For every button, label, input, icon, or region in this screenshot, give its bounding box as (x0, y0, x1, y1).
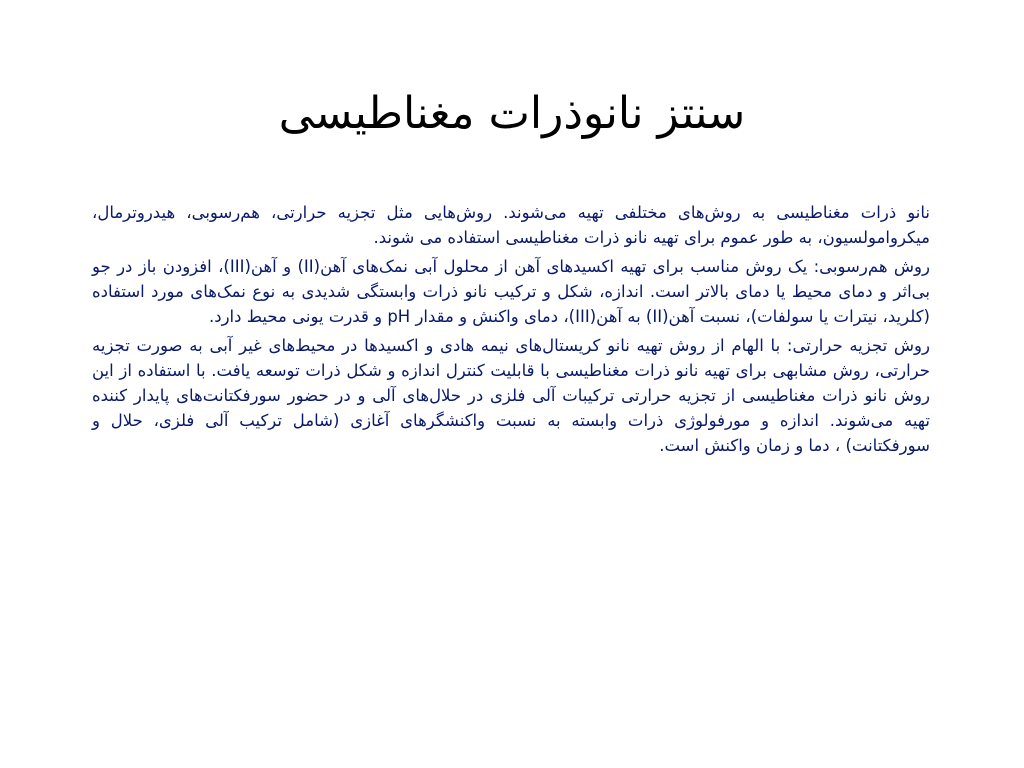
paragraph-intro: نانو ذرات مغناطیسی به روش‌های مختلفی تهیه می‌شوند. روش‌هایی مثل تجزیه حرارتی، هم‌رسوبی، هیدروترمال، میکروامولسیون، به طور عموم برای تهیه نانو ذرات مغناطیسی استفاده می شوند. (92, 203, 930, 247)
paragraph-thermal-decomposition: روش تجزیه حرارتی: با الهام از روش تهیه نانو کریستال‌های نیمه هادی و اکسیدها در محیط‌های غیر آبی به صورت تجزیه حرارتی، روش مشابهی برای تهیه نانو ذرات مغناطیسی با قابلیت کنترل اندازه و شکل ذرات توسعه یافت. با استفاده از این روش نانو ذرات مغناطیسی از تجزیه حرارتی ترکیبات آلی فلزی در حلال‌های آلی و در حضور سورفکتانت‌های پایدار کننده تهیه می‌شوند. اندازه و مورفولوژی ذرات وابسته به نسبت واکنشگرهای آغازی (شامل ترکیب آلی فلزی، حلال و سورفکتانت) ، دما و زمان واکنش است. (92, 336, 930, 455)
slide-title: سنتز نانوذرات مغناطیسی (278, 88, 746, 139)
slide-body (92, 200, 930, 462)
paragraph-coprecipitation: روش هم‌رسوبی: یک روش مناسب برای تهیه اکسیدهای آهن از محلول آبی نمک‌های آهن(II) و آهن(III)، افزودن باز در جو بی‌اثر و دمای محیط یا دمای بالاتر است. اندازه، شکل و ترکیب نانو ذرات وابستگی شدیدی به نوع نمک‌های مورد استفاده (کلرید، نیترات یا سولفات)، نسبت آهن(II) به آهن(III)، دمای واکنش و مقدار pH و قدرت یونی محیط دارد. (92, 257, 930, 326)
